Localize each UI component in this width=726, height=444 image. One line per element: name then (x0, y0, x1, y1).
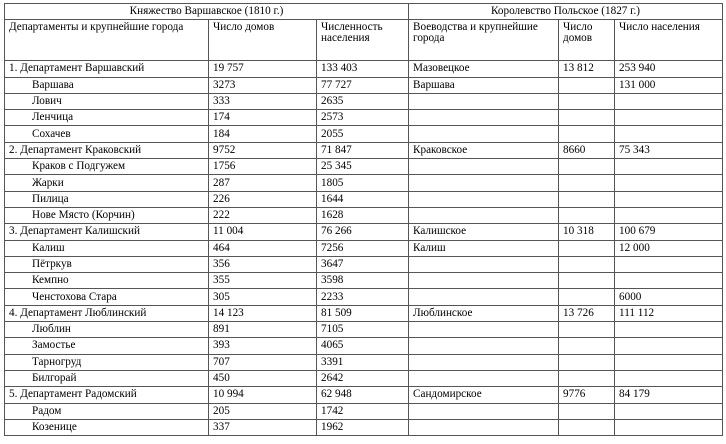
population-cell: 133 403 (317, 61, 409, 77)
population-1827-cell (615, 338, 723, 354)
population-1827-cell (615, 419, 723, 435)
population-1827-cell (615, 256, 723, 272)
houses-1827-cell (559, 354, 615, 370)
population-cell: 7105 (317, 322, 409, 338)
population-cell: 76 266 (317, 224, 409, 240)
table-row (5, 338, 723, 354)
table-row (5, 191, 723, 207)
department-cell: Калиш (5, 240, 209, 256)
houses-cell: 450 (209, 370, 317, 386)
houses-cell: 10 994 (209, 387, 317, 403)
houses-1827-cell (559, 77, 615, 93)
houses-1827-cell (559, 419, 615, 435)
department-cell: Ленчица (5, 110, 209, 126)
voivodeship-cell (409, 338, 559, 354)
department-cell: Радом (5, 403, 209, 419)
houses-1827-cell (559, 403, 615, 419)
houses-cell: 174 (209, 110, 317, 126)
population-cell: 1628 (317, 207, 409, 223)
houses-1827-cell (559, 207, 615, 223)
houses-cell: 1756 (209, 159, 317, 175)
department-cell: Краков с Подгужем (5, 159, 209, 175)
population-1827-cell: 100 679 (615, 224, 723, 240)
department-cell: Козенице (5, 419, 209, 435)
houses-1827-cell (559, 240, 615, 256)
population-1827-cell (615, 354, 723, 370)
voivodeship-cell (409, 159, 559, 175)
col-header-departments: Департаменты и крупнейшие города (5, 20, 209, 61)
voivodeship-cell (409, 289, 559, 305)
col-header-houses: Число домов (209, 20, 317, 61)
department-cell: Люблин (5, 322, 209, 338)
voivodeship-cell: Сандомирское (409, 387, 559, 403)
population-1827-cell: 84 179 (615, 387, 723, 403)
houses-1827-cell (559, 93, 615, 109)
population-1827-cell (615, 110, 723, 126)
department-cell: 1. Департамент Варшавский (5, 61, 209, 77)
table-body (5, 61, 723, 436)
houses-1827-cell (559, 191, 615, 207)
houses-cell: 184 (209, 126, 317, 142)
table-row (5, 110, 723, 126)
population-1827-cell: 75 343 (615, 142, 723, 158)
houses-1827-cell (559, 370, 615, 386)
houses-1827-cell (559, 322, 615, 338)
houses-cell: 305 (209, 289, 317, 305)
department-cell: 3. Департамент Калишский (5, 224, 209, 240)
department-cell: Замостье (5, 338, 209, 354)
population-cell: 25 345 (317, 159, 409, 175)
houses-1827-cell (559, 338, 615, 354)
houses-1827-cell (559, 126, 615, 142)
voivodeship-cell: Калишское (409, 224, 559, 240)
population-1827-cell (615, 370, 723, 386)
houses-cell: 226 (209, 191, 317, 207)
houses-1827-cell: 13 812 (559, 61, 615, 77)
table-row (5, 387, 723, 403)
voivodeship-cell (409, 256, 559, 272)
population-cell: 1742 (317, 403, 409, 419)
houses-cell: 464 (209, 240, 317, 256)
houses-cell: 333 (209, 93, 317, 109)
population-1827-cell (615, 126, 723, 142)
houses-cell: 19 757 (209, 61, 317, 77)
voivodeship-cell (409, 191, 559, 207)
population-cell: 7256 (317, 240, 409, 256)
houses-cell: 3273 (209, 77, 317, 93)
table-row (5, 273, 723, 289)
department-cell: 4. Департамент Люблинский (5, 305, 209, 321)
houses-1827-cell (559, 159, 615, 175)
voivodeship-cell (409, 93, 559, 109)
table-row (5, 126, 723, 142)
department-cell: Варшава (5, 77, 209, 93)
population-1827-cell (615, 322, 723, 338)
table-row (5, 207, 723, 223)
table-row (5, 419, 723, 435)
voivodeship-cell (409, 419, 559, 435)
department-cell: Тарногруд (5, 354, 209, 370)
table-row (5, 61, 723, 77)
department-cell: Билгорай (5, 370, 209, 386)
houses-1827-cell (559, 289, 615, 305)
population-cell: 71 847 (317, 142, 409, 158)
department-cell: Ченстохова Стара (5, 289, 209, 305)
voivodeship-cell (409, 273, 559, 289)
houses-1827-cell: 13 726 (559, 305, 615, 321)
population-cell: 2573 (317, 110, 409, 126)
voivodeship-cell: Люблинское (409, 305, 559, 321)
population-cell: 77 727 (317, 77, 409, 93)
population-cell: 2233 (317, 289, 409, 305)
voivodeship-cell (409, 322, 559, 338)
population-cell: 3391 (317, 354, 409, 370)
population-1827-cell: 253 940 (615, 61, 723, 77)
department-cell: Жарки (5, 175, 209, 191)
population-1827-cell (615, 403, 723, 419)
department-cell: Лович (5, 93, 209, 109)
houses-cell: 355 (209, 273, 317, 289)
population-1827-cell (615, 175, 723, 191)
department-cell: Сохачев (5, 126, 209, 142)
population-cell: 2642 (317, 370, 409, 386)
houses-cell: 707 (209, 354, 317, 370)
department-cell: 2. Департамент Краковский (5, 142, 209, 158)
population-1827-cell (615, 93, 723, 109)
table-row (5, 305, 723, 321)
houses-1827-cell: 9776 (559, 387, 615, 403)
voivodeship-cell (409, 175, 559, 191)
table-row (5, 175, 723, 191)
table-row (5, 322, 723, 338)
population-cell: 1644 (317, 191, 409, 207)
table-row (5, 256, 723, 272)
houses-cell: 222 (209, 207, 317, 223)
population-cell: 1962 (317, 419, 409, 435)
voivodeship-cell (409, 370, 559, 386)
table-row (5, 93, 723, 109)
houses-cell: 287 (209, 175, 317, 191)
duchy-title: Княжество Варшавское (1810 г.) (5, 4, 409, 20)
houses-cell: 11 004 (209, 224, 317, 240)
population-1827-cell (615, 159, 723, 175)
table-row (5, 159, 723, 175)
population-cell: 4065 (317, 338, 409, 354)
voivodeship-cell: Калиш (409, 240, 559, 256)
houses-cell: 205 (209, 403, 317, 419)
population-cell: 2635 (317, 93, 409, 109)
col-header-houses-1827: Число домов (559, 20, 615, 61)
population-cell: 1805 (317, 175, 409, 191)
population-1827-cell: 6000 (615, 289, 723, 305)
population-1827-cell: 111 112 (615, 305, 723, 321)
population-table (4, 3, 723, 436)
table-row (5, 77, 723, 93)
population-1827-cell (615, 207, 723, 223)
department-cell: Нове Място (Корчин) (5, 207, 209, 223)
col-header-population-1827: Число населения (615, 20, 723, 61)
table-row (5, 354, 723, 370)
voivodeship-cell (409, 110, 559, 126)
col-header-population: Численность населения (317, 20, 409, 61)
population-cell: 2055 (317, 126, 409, 142)
voivodeship-cell (409, 354, 559, 370)
houses-cell: 393 (209, 338, 317, 354)
houses-cell: 14 123 (209, 305, 317, 321)
table-row (5, 224, 723, 240)
voivodeship-cell (409, 126, 559, 142)
houses-1827-cell (559, 110, 615, 126)
population-cell: 3647 (317, 256, 409, 272)
department-cell: Кемпно (5, 273, 209, 289)
voivodeship-cell: Краковское (409, 142, 559, 158)
table-row (5, 403, 723, 419)
population-cell: 3598 (317, 273, 409, 289)
department-cell: 5. Департамент Радомский (5, 387, 209, 403)
population-1827-cell (615, 191, 723, 207)
voivodeship-cell (409, 207, 559, 223)
voivodeship-cell: Мазовецкое (409, 61, 559, 77)
houses-cell: 356 (209, 256, 317, 272)
population-cell: 62 948 (317, 387, 409, 403)
voivodeship-cell (409, 403, 559, 419)
col-header-voivodeships: Воеводства и крупнейшие города (409, 20, 559, 61)
houses-1827-cell: 8660 (559, 142, 615, 158)
department-cell: Пилица (5, 191, 209, 207)
population-1827-cell: 12 000 (615, 240, 723, 256)
population-1827-cell: 131 000 (615, 77, 723, 93)
houses-1827-cell (559, 273, 615, 289)
houses-cell: 9752 (209, 142, 317, 158)
houses-1827-cell: 10 318 (559, 224, 615, 240)
houses-1827-cell (559, 175, 615, 191)
houses-cell: 337 (209, 419, 317, 435)
table-row (5, 240, 723, 256)
population-cell: 81 509 (317, 305, 409, 321)
department-cell: Пётркув (5, 256, 209, 272)
houses-1827-cell (559, 256, 615, 272)
voivodeship-cell: Варшава (409, 77, 559, 93)
table-row (5, 370, 723, 386)
table-row (5, 289, 723, 305)
table-row (5, 142, 723, 158)
population-1827-cell (615, 273, 723, 289)
kingdom-title: Королевство Польское (1827 г.) (409, 4, 723, 20)
houses-cell: 891 (209, 322, 317, 338)
